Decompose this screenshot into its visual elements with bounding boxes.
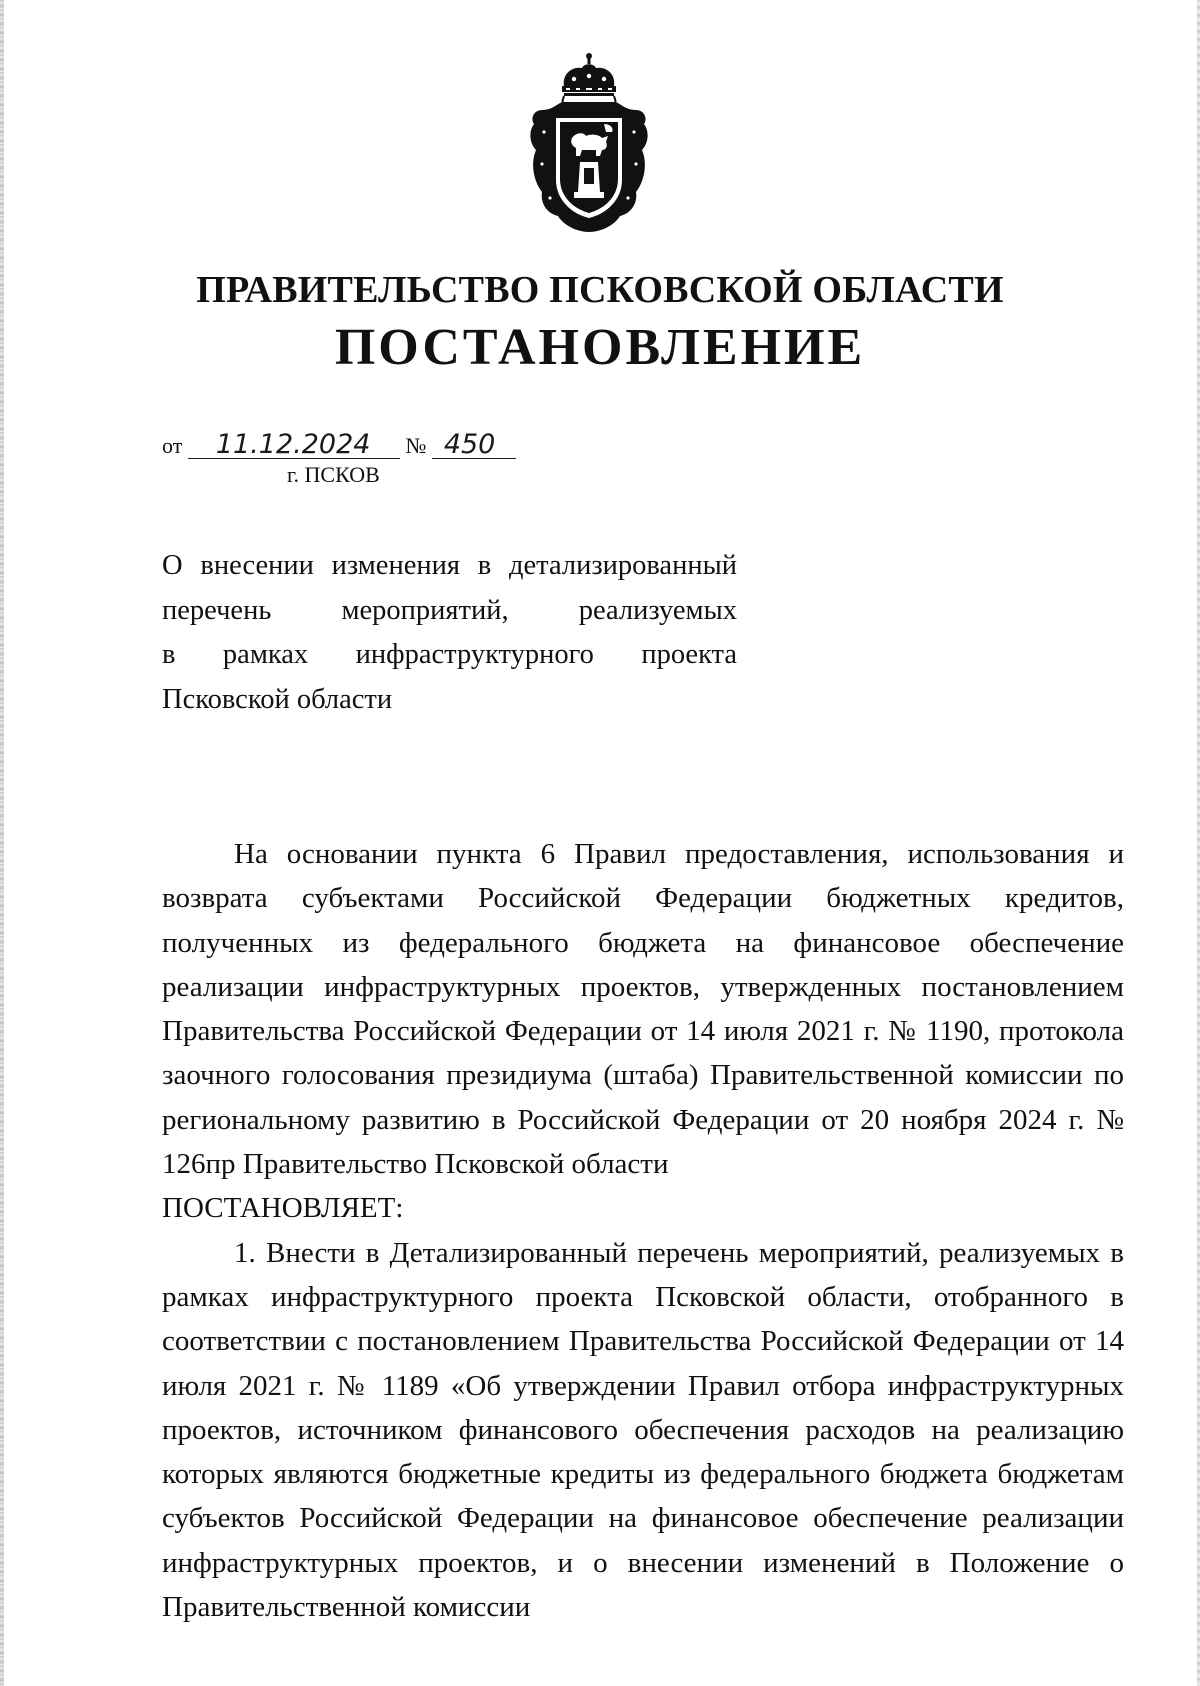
document-subject [162, 544, 737, 722]
subject-line: Псковской области [162, 683, 393, 715]
subject-line: О внесении изменения в детализированный [162, 550, 737, 581]
resolve-keyword: ПОСТАНОВЛЯЕТ: [162, 1192, 404, 1225]
item-1-paragraph: 1. Внести в Детализированный перечень мероприятий, реализуемых в рамках инфраструктурного проекта Псковской области, отобранного в соответствии с постановлением Правительства Российской Федерации от 14 июля 2021 г. № 1189 «Об утверждении Правил отбора инфраструктурных проектов, источником финансового обеспечения расходов на реализацию которых являются бюджетные кредиты из федерального бюджета бюджетам субъектов Российской Федерации на финансовое обеспечение реализации инфраструктурных проектов, и о внесении изменений в Положение о Правительственной комиссии [162, 1236, 1124, 1624]
scan-edge-left [0, 0, 4, 1686]
document-type-title: ПОСТАНОВЛЕНИЕ [334, 319, 866, 376]
number-label: № [405, 433, 427, 458]
handwritten-number-field: 450 [432, 432, 516, 459]
handwritten-date-field: 11.12.2024 [188, 432, 400, 459]
subject-line: перечень мероприятий, реализуемых [162, 594, 737, 626]
place-of-issue: г. ПСКОВ [287, 462, 380, 487]
document-body [162, 832, 1124, 1629]
registration-line [162, 429, 516, 466]
preamble-paragraph: На основании пункта 6 Правил предоставления, использования и возврата субъектами Российской Федерации бюджетных кредитов, полученных из федерального бюджета на финансовое обеспечение реализации инфраструктурных проектов, утвержденных постановлением Правительства Российской Федерации от 14 июля 2021 г. № 1190, протокола заочного голосования президиума (штаба) Правительственной комиссии по региональному развитию в Российской Федерации от 20 ноября 2024 г. № 126пр Правительство Псковской области [162, 838, 1124, 1181]
government-title: ПРАВИТЕЛЬСТВО ПСКОВСКОЙ ОБЛАСТИ [196, 269, 1004, 311]
subject-line: в рамках инфраструктурного проекта [162, 639, 737, 670]
coat-of-arms-icon [524, 52, 654, 238]
date-label: от [162, 433, 183, 458]
